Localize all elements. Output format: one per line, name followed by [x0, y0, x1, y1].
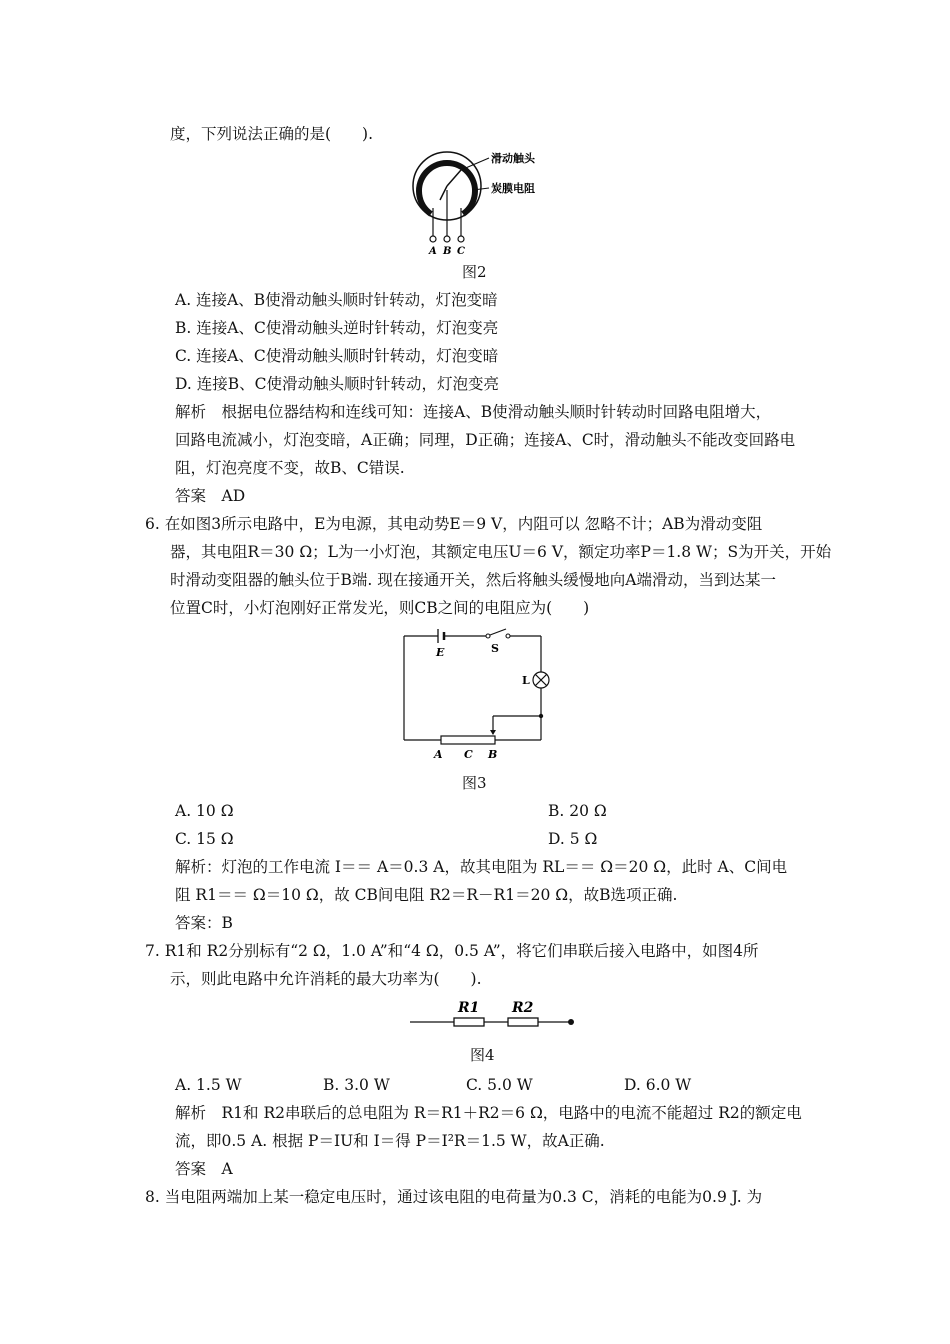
q6-stem-line-3: 时滑动变阻器的触头位于B端. 现在接通开关，然后将触头缓慢地向A端滑动，当到达某一: [170, 571, 776, 589]
q6-answer: 答案：B: [175, 914, 233, 932]
figure-3-circuit: [398, 626, 558, 762]
intro-line: 度，下列说法正确的是( ).: [170, 125, 374, 143]
fig2-pin-c: C: [457, 246, 465, 257]
q5-option-a: A. 连接A、B使滑动触头顺时针转动，灯泡变暗: [175, 291, 498, 309]
q7-answer: 答案 A: [175, 1160, 233, 1178]
q5-option-c: C. 连接A、C使滑动触头顺时针转动，灯泡变暗: [175, 347, 499, 365]
fig4-label-r1: R1: [458, 1000, 480, 1016]
q7-analysis-line-1: 解析 R1和 R2串联后的总电阻为 R＝R1＋R2＝6 Ω，电路中的电流不能超过 R2的额定电: [175, 1104, 802, 1122]
q7-stem-line-1: 7. R1和 R2分别标有“2 Ω，1.0 A”和“4 Ω，0.5 A”，将它们串联后接入电路中，如图4所: [145, 942, 759, 960]
q5-answer: 答案 AD: [175, 487, 246, 505]
fig3-label-e: E: [436, 646, 445, 659]
q5-analysis-line-3: 阻，灯泡亮度不变，故B、C错误.: [175, 459, 405, 477]
q6-stem-line-4: 位置C时，小灯泡刚好正常发光，则CB之间的电阻应为( ): [170, 599, 590, 617]
q7-option-b: B. 3.0 W: [323, 1076, 390, 1094]
fig3-label-l: L: [522, 674, 530, 687]
fig3-label-a: A: [434, 748, 443, 761]
q8-stem-line-1: 8. 当电阻两端加上某一稳定电压时，通过该电阻的电荷量为0.3 C，消耗的电能为0.9 J. 为: [145, 1188, 763, 1206]
q6-stem-line-2: 器，其电阻R＝30 Ω；L为一小灯泡，其额定电压U＝6 V，额定功率P＝1.8 W；S为开关，开始: [170, 543, 832, 561]
fig2-caption: 图2: [462, 263, 487, 281]
q6-analysis-line-1: 解析：灯泡的工作电流 I＝＝ A＝0.3 A，故其电阻为 RL＝＝ Ω＝20 Ω，此时 A、C间电: [175, 858, 788, 876]
fig4-label-r2: R2: [512, 1000, 534, 1016]
q7-option-c: C. 5.0 W: [466, 1076, 533, 1094]
q5-analysis-line-1: 解析 根据电位器结构和连线可知：连接A、B使滑动触头顺时针转动时回路电阻增大，: [175, 403, 772, 421]
fig2-pin-b: B: [443, 246, 452, 257]
fig2-label-slider: 滑动触头: [491, 152, 535, 165]
fig2-label-film: 炭膜电阻: [491, 182, 535, 195]
q5-option-b: B. 连接A、C使滑动触头逆时针转动，灯泡变亮: [175, 319, 499, 337]
fig4-caption: 图4: [470, 1046, 495, 1064]
q6-option-a: A. 10 Ω: [175, 802, 234, 820]
figure-4-resistors: [408, 996, 583, 1032]
q6-option-c: C. 15 Ω: [175, 830, 234, 848]
q7-option-a: A. 1.5 W: [175, 1076, 242, 1094]
q6-option-b: B. 20 Ω: [548, 802, 607, 820]
fig3-label-s: S: [491, 642, 499, 655]
q7-stem-line-2: 示，则此电路中允许消耗的最大功率为( ).: [170, 970, 482, 988]
q6-option-d: D. 5 Ω: [548, 830, 598, 848]
fig3-label-c: C: [464, 748, 473, 761]
figure-2-potentiometer: [405, 148, 565, 260]
q7-analysis-line-2: 流，即0.5 A. 根据 P＝IU和 I＝得 P＝I²R＝1.5 W，故A正确.: [175, 1132, 605, 1150]
q5-analysis-line-2: 回路电流减小，灯泡变暗，A正确；同理，D正确；连接A、C时，滑动触头不能改变回路电: [175, 431, 796, 449]
fig2-pin-a: A: [429, 246, 437, 257]
q5-option-d: D. 连接B、C使滑动触头顺时针转动，灯泡变亮: [175, 375, 499, 393]
fig3-caption: 图3: [462, 774, 487, 792]
q7-option-d: D. 6.0 W: [624, 1076, 692, 1094]
q6-stem-line-1: 6. 在如图3所示电路中，E为电源，其电动势E＝9 V，内阻可以 忽略不计；AB为滑动变阻: [145, 515, 763, 533]
q6-analysis-line-2: 阻 R1＝＝ Ω＝10 Ω，故 CB间电阻 R2＝R－R1＝20 Ω，故B选项正确.: [175, 886, 678, 904]
fig3-label-b: B: [488, 748, 498, 761]
